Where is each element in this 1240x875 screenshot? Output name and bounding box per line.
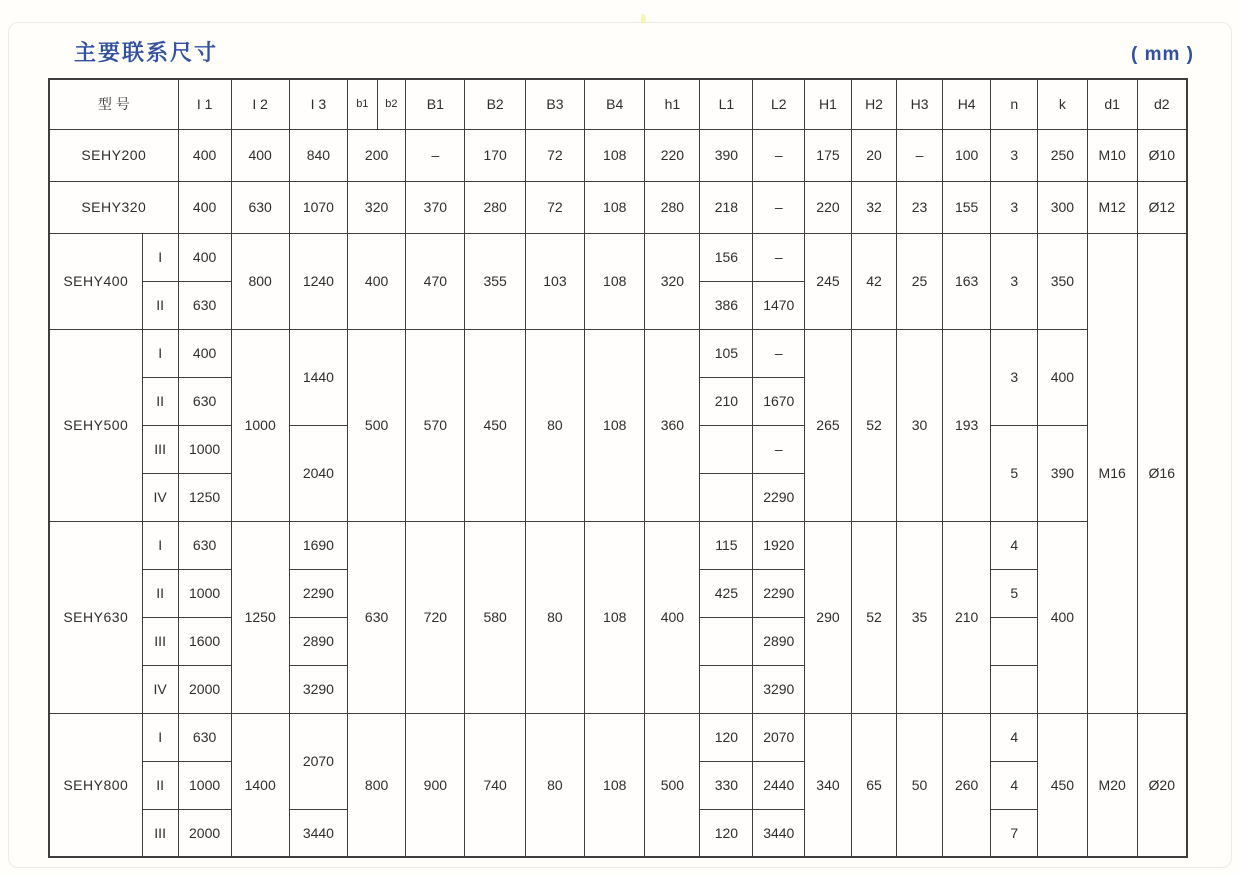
table-cell: 2290 [753,569,805,617]
column-header: I 3 [289,79,347,129]
column-header: L1 [700,79,753,129]
table-cell: M20 [1087,713,1137,857]
table-cell: 840 [289,129,347,181]
table-cell: 1070 [289,181,347,233]
table-cell: 120 [700,713,753,761]
table-cell: 1000 [178,425,231,473]
table-cell: 450 [465,329,525,521]
table-row [49,521,1187,569]
model-cell: SEHY500 [49,329,142,521]
table-cell: 320 [348,181,406,233]
table-cell: 450 [1038,713,1088,857]
table-cell: 400 [178,181,231,233]
table-cell: 193 [942,329,991,521]
table-cell: 5 [991,569,1038,617]
table-cell: 1690 [289,521,347,569]
column-header: d1 [1087,79,1137,129]
table-cell: 400 [178,329,231,377]
column-header: b1 [348,79,378,129]
table-cell: 2000 [178,665,231,713]
table-cell: 220 [805,181,852,233]
table-cell: 72 [525,129,584,181]
table-cell: 300 [1038,181,1088,233]
variant-cell: III [142,425,178,473]
table-cell: 355 [465,233,525,329]
table-row [49,181,1187,233]
table-cell: 400 [348,233,406,329]
table-cell: 400 [178,233,231,281]
table-cell: 800 [231,233,289,329]
table-cell: 1440 [289,329,347,425]
table-cell: 120 [700,809,753,857]
table-cell: 1670 [753,377,805,425]
table-cell: 100 [942,129,991,181]
table-cell: 115 [700,521,753,569]
column-header: H3 [897,79,943,129]
table-cell: 108 [585,521,645,713]
table-cell: 163 [942,233,991,329]
table-row [49,329,1187,377]
table-cell: 280 [465,181,525,233]
table-cell: 108 [585,233,645,329]
table-cell: 1000 [231,329,289,521]
table-cell: 1000 [178,761,231,809]
table-body [49,129,1187,857]
model-cell: SEHY200 [49,129,178,181]
table-cell: 1920 [753,521,805,569]
variant-cell: I [142,329,178,377]
table-cell: 5 [991,425,1038,521]
table-cell: 80 [525,713,584,857]
table-cell: 470 [406,233,465,329]
column-header: 型 号 [49,79,178,129]
table-cell: 30 [897,329,943,521]
table-cell: 500 [645,713,700,857]
table-cell: 220 [645,129,700,181]
table-cell: 3 [991,129,1038,181]
table-cell: 3290 [289,665,347,713]
table-cell: 280 [645,181,700,233]
model-cell: SEHY630 [49,521,142,713]
table-cell: 290 [805,521,852,713]
column-header: H1 [805,79,852,129]
table-cell: M10 [1087,129,1137,181]
table-cell: – [897,129,943,181]
table-cell: 400 [1038,329,1088,425]
column-header: H4 [942,79,991,129]
table-cell: 1400 [231,713,289,857]
table-cell: 3 [991,181,1038,233]
variant-cell: I [142,233,178,281]
table-cell: 390 [1038,425,1088,521]
column-header: B1 [406,79,465,129]
table-cell: 170 [465,129,525,181]
table-cell: 2070 [753,713,805,761]
table-cell: 900 [406,713,465,857]
column-header: L2 [753,79,805,129]
variant-cell: III [142,809,178,857]
table-cell: 1000 [178,569,231,617]
variant-cell: II [142,377,178,425]
table-cell: 175 [805,129,852,181]
table-cell: 630 [348,521,406,713]
table-cell: 4 [991,521,1038,569]
table-cell: 2290 [753,473,805,521]
table-cell: Ø20 [1137,713,1187,857]
column-header: B2 [465,79,525,129]
table-cell: 3440 [753,809,805,857]
table-cell: 400 [645,521,700,713]
table-cell: 25 [897,233,943,329]
table-cell: 156 [700,233,753,281]
table-cell: 265 [805,329,852,521]
table-cell: 7 [991,809,1038,857]
column-header: h1 [645,79,700,129]
table-cell [700,665,753,713]
variant-cell: I [142,713,178,761]
table-cell: 390 [700,129,753,181]
table-cell: 4 [991,761,1038,809]
table-cell: 72 [525,181,584,233]
model-cell: SEHY800 [49,713,142,857]
table-cell: 2000 [178,809,231,857]
column-header: n [991,79,1038,129]
table-cell: 1250 [231,521,289,713]
table-cell: 155 [942,181,991,233]
table-cell [700,473,753,521]
table-cell: 3440 [289,809,347,857]
table-cell: 630 [231,181,289,233]
variant-cell: II [142,281,178,329]
table-cell: 52 [851,521,897,713]
table-cell: 108 [585,181,645,233]
table-cell: 80 [525,329,584,521]
column-header: d2 [1137,79,1187,129]
table-cell: 210 [942,521,991,713]
table-cell: 2890 [289,617,347,665]
table-cell [991,665,1038,713]
table-cell: 65 [851,713,897,857]
table-cell [991,617,1038,665]
table-cell: 740 [465,713,525,857]
table-cell: 23 [897,181,943,233]
table-cell: 1250 [178,473,231,521]
table-cell: – [753,425,805,473]
dimension-table [48,78,1188,858]
column-header: I 2 [231,79,289,129]
table-cell: 500 [348,329,406,521]
table-cell: 245 [805,233,852,329]
table-cell: 320 [645,233,700,329]
table-cell: M16 [1087,233,1137,713]
table-cell: 800 [348,713,406,857]
table-cell: 630 [178,713,231,761]
column-header: H2 [851,79,897,129]
page-accent-dot [641,14,646,24]
table-cell: 3290 [753,665,805,713]
table-cell: 400 [1038,521,1088,713]
table-cell: 35 [897,521,943,713]
column-header: B3 [525,79,584,129]
table-cell: 1600 [178,617,231,665]
table-cell: 425 [700,569,753,617]
table-cell: 50 [897,713,943,857]
table-cell: 350 [1038,233,1088,329]
table-cell: 386 [700,281,753,329]
variant-cell: III [142,617,178,665]
table-cell [700,425,753,473]
table-cell: 330 [700,761,753,809]
table-cell: 210 [700,377,753,425]
table-cell: 2290 [289,569,347,617]
table-cell: – [753,181,805,233]
column-header: B4 [585,79,645,129]
table-cell: 108 [585,713,645,857]
unit-label: ( mm ) [1131,44,1194,65]
table-cell: 80 [525,521,584,713]
table-cell: 42 [851,233,897,329]
table-cell: 218 [700,181,753,233]
table-row [49,233,1187,281]
table-cell: 720 [406,521,465,713]
table-cell: 103 [525,233,584,329]
table-cell: 400 [231,129,289,181]
table-cell: – [753,329,805,377]
table-cell: 3 [991,329,1038,425]
table-cell: 630 [178,377,231,425]
table-cell: 1470 [753,281,805,329]
variant-cell: II [142,761,178,809]
table-cell [700,617,753,665]
column-header: I 1 [178,79,231,129]
table-cell: 2890 [753,617,805,665]
table-cell: 400 [178,129,231,181]
table-cell: 108 [585,129,645,181]
variant-cell: II [142,569,178,617]
table-cell: 630 [178,281,231,329]
model-cell: SEHY320 [49,181,178,233]
table-cell: 250 [1038,129,1088,181]
table-cell: 360 [645,329,700,521]
table-cell: 32 [851,181,897,233]
variant-cell: IV [142,665,178,713]
table-cell: 20 [851,129,897,181]
table-header-row [49,79,1187,129]
table-cell: 630 [178,521,231,569]
table-cell: Ø16 [1137,233,1187,713]
table-cell: – [406,129,465,181]
table-cell: 2070 [289,713,347,809]
table-cell: 3 [991,233,1038,329]
table-cell: – [753,233,805,281]
table-cell: 2040 [289,425,347,521]
table-row [49,129,1187,181]
variant-cell: I [142,521,178,569]
table-cell: Ø10 [1137,129,1187,181]
column-header: k [1038,79,1088,129]
table-cell: 2440 [753,761,805,809]
table-cell: M12 [1087,181,1137,233]
table-cell: 4 [991,713,1038,761]
table-cell: 200 [348,129,406,181]
table-cell: 340 [805,713,852,857]
table-cell: 570 [406,329,465,521]
table-cell: 370 [406,181,465,233]
variant-cell: IV [142,473,178,521]
table-cell: 1240 [289,233,347,329]
table-cell: 108 [585,329,645,521]
page-title: 主要联系尺寸 [74,40,219,65]
table-cell: 580 [465,521,525,713]
model-cell: SEHY400 [49,233,142,329]
table-row [49,713,1187,761]
column-header: b2 [377,79,406,129]
table-cell: 260 [942,713,991,857]
table-cell: 52 [851,329,897,521]
table-cell: Ø12 [1137,181,1187,233]
table-cell: – [753,129,805,181]
table-cell: 105 [700,329,753,377]
